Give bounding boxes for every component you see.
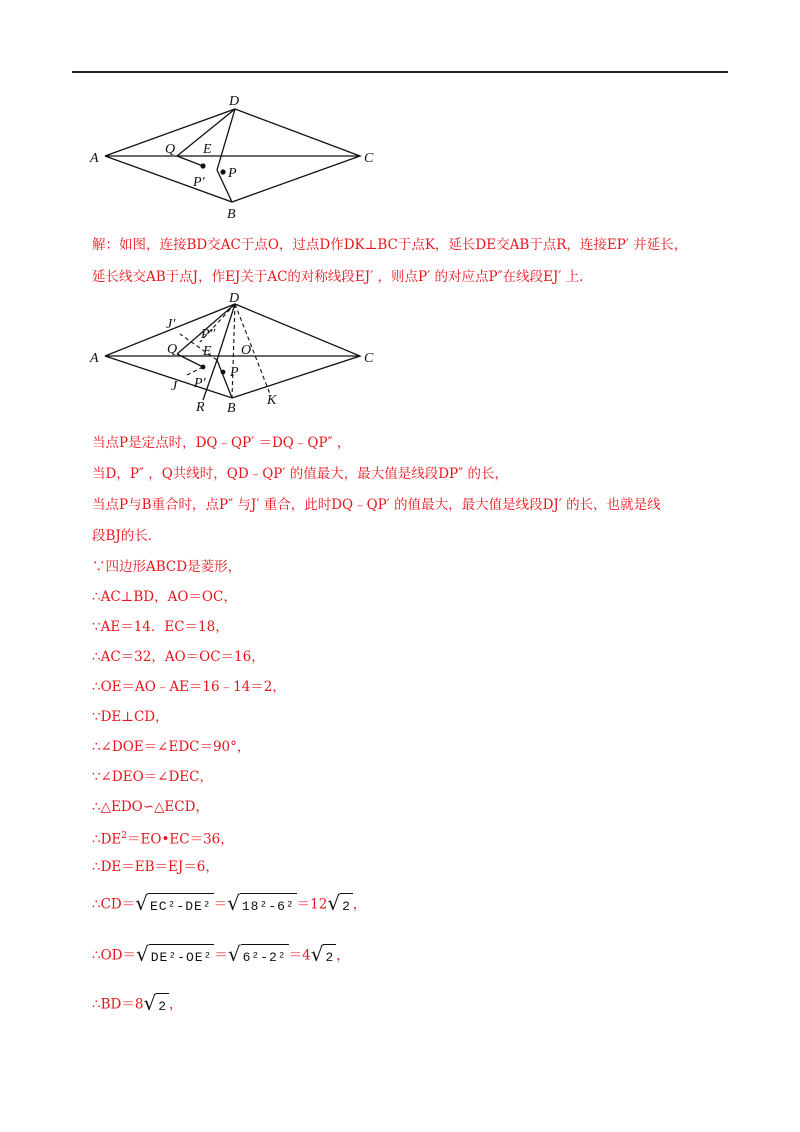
text-line-18 <box>92 890 366 920</box>
text-line-17: ∴DE＝EB＝EJ＝6， <box>92 859 219 875</box>
label-e: E <box>203 344 212 359</box>
text-line-13: ∴∠DOE＝∠EDC＝90°， <box>92 739 251 755</box>
label-d: D <box>229 291 240 306</box>
label-b: B <box>227 207 236 222</box>
label-q: Q <box>165 142 176 157</box>
line-18-coef: ＝12 <box>296 896 328 913</box>
text-line-16 <box>92 827 234 849</box>
line-16-end: ＝EO•EC＝36， <box>127 831 234 848</box>
text-line-4: 当D，P″ ，Q共线时，QD﹣QP′ 的值最大，最大值是线段DP″ 的长， <box>92 466 508 482</box>
line-18-equals: ＝ <box>213 896 228 913</box>
text-line-2: 延长线交AB于点J，作EJ关于AC的对称线段EJ′ ，则点P′ 的对应点P″在线段EJ′ 上． <box>92 269 593 285</box>
text-line-5: 当点P与B重合时，点P″ 与J′ 重合，此时DQ﹣QP′ 的值最大，最大值是线段DJ′ 的长，也就是线 <box>92 497 661 513</box>
text-line-3: 当点P是定点时，DQ﹣QP′ ＝DQ﹣QP″ ， <box>92 435 351 451</box>
sqrt-de-oe-radicand: DE²-OE² <box>149 944 215 971</box>
rhombus-figure-2 <box>85 290 385 412</box>
label-c: C <box>364 351 374 366</box>
text-line-20 <box>92 990 183 1020</box>
line-16-start: ∴DE <box>92 831 122 848</box>
label-k: K <box>267 393 277 408</box>
sqrt-ec-de-radicand: EC²-DE² <box>148 893 214 920</box>
text-line-9: ∵AE＝14．EC＝18， <box>92 619 229 635</box>
line-19-equals: ＝ <box>214 947 228 964</box>
sqrt-6-2: √ 6²-2² <box>228 941 289 971</box>
sqrt-ec-de: √ EC²-DE² <box>135 890 213 920</box>
sqrt-2-radicand: 2 <box>323 944 336 971</box>
label-j-prime: J′ <box>166 317 176 332</box>
line-16-exponent: 2 <box>121 831 128 841</box>
text-line-8: ∴AC⊥BD，AO＝OC， <box>92 589 237 605</box>
label-d: D <box>229 94 240 109</box>
label-e: E <box>203 142 212 157</box>
line-18-end: ， <box>352 896 367 913</box>
text-line-6: 段BJ的长． <box>92 528 162 544</box>
label-c: C <box>364 151 374 166</box>
rhombus-figure-1 <box>85 92 385 222</box>
text-line-19 <box>92 941 350 971</box>
line-19-end: ， <box>336 947 350 964</box>
label-j: J <box>171 379 178 394</box>
text-line-1: 解：如图，连接BD交AC于点O，过点D作DK⊥BC于点K，延长DE交AB于点R，连接EP′ 并延长， <box>92 237 688 253</box>
sqrt-2: √ 2 <box>327 890 353 920</box>
sqrt-6-2-radicand: 6²-2² <box>241 944 289 971</box>
line-20-start: ∴BD＝8 <box>92 996 144 1013</box>
text-line-11: ∴OE＝AO﹣AE＝16﹣14＝2， <box>92 679 286 695</box>
label-p: P <box>228 166 237 181</box>
sqrt-2: √ 2 <box>143 990 169 1020</box>
sqrt-de-oe: √ DE²-OE² <box>136 941 214 971</box>
header-rule <box>72 71 728 73</box>
label-p: P <box>230 365 239 380</box>
sqrt-2-radicand: 2 <box>156 993 169 1020</box>
label-b: B <box>227 401 236 412</box>
sqrt-18-6-radicand: 18²-6² <box>240 893 297 920</box>
sqrt-2: √ 2 <box>311 941 337 971</box>
line-19-start: ∴OD＝ <box>92 947 136 964</box>
label-p-prime: P′ <box>193 175 205 190</box>
label-p-double: P″ <box>201 327 216 342</box>
label-r: R <box>196 400 205 412</box>
line-18-start: ∴CD＝ <box>92 896 136 913</box>
line-20-end: ， <box>169 996 183 1013</box>
text-line-12: ∵DE⊥CD， <box>92 709 169 725</box>
label-o: O <box>241 343 252 358</box>
line-19-coef: ＝4 <box>288 947 311 964</box>
sqrt-18-6: √ 18²-6² <box>227 890 297 920</box>
label-p-prime: P′ <box>194 376 206 391</box>
label-q: Q <box>167 342 178 357</box>
label-a: A <box>90 351 99 366</box>
text-line-15: ∴△EDO∽△ECD， <box>92 799 209 815</box>
sqrt-2-radicand: 2 <box>340 893 353 920</box>
text-line-10: ∴AC＝32，AO＝OC＝16， <box>92 649 265 665</box>
text-line-14: ∵∠DEO＝∠DEC， <box>92 769 213 785</box>
label-a: A <box>90 151 99 166</box>
text-line-7: ∵四边形ABCD是菱形， <box>92 559 242 575</box>
